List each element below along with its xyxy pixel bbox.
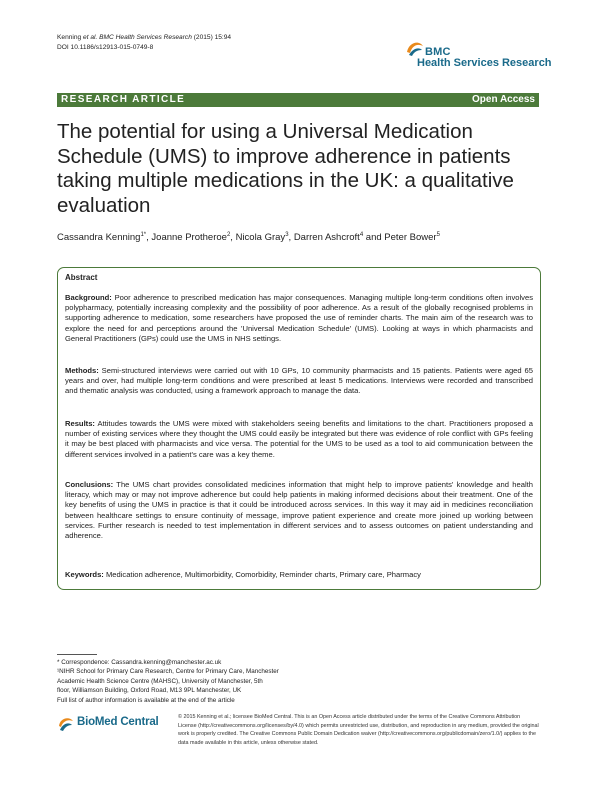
doi[interactable]: DOI 10.1186/s12913-015-0749-8: [57, 43, 154, 51]
abstract-box: [57, 267, 541, 590]
author[interactable]: Cassandra Kenning$^{1*}$: [57, 232, 147, 244]
journal-logo[interactable]: [405, 38, 552, 78]
author[interactable]: Nicola Gray$^3$: [235, 232, 289, 244]
bmc-swirl-icon: [405, 38, 425, 58]
logo-line1: BMC: [425, 46, 451, 58]
article-type-banner: [57, 93, 539, 107]
article-title: The potential for using a Universal Medication Schedule (UMS) to improve adherence in patients taking multiple medications in the UK: a qualitative evaluation: [57, 120, 514, 217]
article-type: RESEARCH ARTICLE: [61, 94, 186, 105]
abstract-background: Background: Poor adherence to prescribed medication has major consequences. Managing multiple long-term conditions often involves polypharmacy, potentially increasing complexity and the possibility of poor adherence. As a result of the globally recognised problems in supporting adherence to medication, some researchers have proposed the use of reminder charts. The main aim of the research was to explore the need for and perceptions around the 'Universal Medication Schedule' (UMS). Looking at ways in which pharmacists and General Practitioners (GPs) could use the UMS in NHS settings.: [65, 293, 533, 343]
citation-header: Kenning et al. BMC Health Services Research (2015) 15:94 DOI 10.1186/s12913-015-0749-8: [57, 34, 232, 51]
footnotes: * Correspondence: Cassandra.kenning@manchester.ac.uk ¹NIHR School for Primary Care Research, Centre for Primary Care, Manchester Academic Health Science Centre (MAHSC), University of Manchester, 5th floor, Williamson Building, Oxford Road, M13 9PL Manchester, UK Full list of author information is available at the end of the article: [57, 658, 297, 705]
logo-line2: Health Services Research: [417, 57, 552, 69]
license-text: © 2015 Kenning et al.; licensee BioMed Central. This is an Open Access article distributed under the terms of the Creative Commons Attribution License (http://creativecommons.org/licenses/by/4.0) which permits unrestricted use, distribution, and reproduction in any medium, provided the original work is properly credited. The Creative Commons Public Domain Dedication waiver (http://creativecommons.org/publicdomain/zero/1.0/) applies to the data made available in this article, unless otherwise stated.: [178, 714, 539, 747]
abstract-results: Results: Attitudes towards the UMS were mixed with stakeholders seeing benefits and limitations to the chart. Practitioners proposed a number of existing services where they thought the UMS could easily be integrated but there was evidence of role conflict with GPs feeling it may be best placed with pharmacists and vice versa. The potential for the UMS to be used as a tool to aid communication between the different services involved in a patient's care was a key theme.: [65, 419, 533, 459]
biomed-swirl-icon: [57, 714, 75, 732]
abstract-keywords: Keywords: Medication adherence, Multimorbidity, Comorbidity, Reminder charts, Primary care, Pharmacy: [65, 570, 421, 579]
abstract-conclusions: Conclusions: The UMS chart provides consolidated medicines information that might help to improve patients' knowledge and health literacy, which may or may not improve adherence but could help patients in making informed decisions about their treatment. One of the key benefits of using the UMS in practice is that it could be introduced across services. In this way it may aid in medicines reconciliation between healthcare settings to ensure continuity of message, improve patient experience and create more joined up working between services. Further research is needed to test implementation in different services and to assess outcomes on patient understanding and adherence.: [65, 480, 533, 541]
author[interactable]: Peter Bower$^5$: [384, 232, 440, 244]
author[interactable]: Darren Ashcroft$^4$: [293, 232, 364, 244]
biomed-central-logo[interactable]: BioMed Central: [57, 714, 177, 732]
author-list: Cassandra Kenning$^{1*}$, Joanne Protheroe$^2$, Nicola Gray$^3$, Darren Ashcroft$^4$ and Peter Bower$^5$: [57, 232, 440, 244]
author[interactable]: Joanne Protheroe$^2$: [151, 232, 231, 244]
correspondence[interactable]: * Correspondence: Cassandra.kenning@manchester.ac.uk: [57, 659, 222, 666]
footnote-divider: [57, 654, 97, 655]
abstract-heading: Abstract: [65, 273, 98, 282]
open-access-label: Open Access: [472, 94, 535, 105]
abstract-methods: Methods: Semi-structured interviews were carried out with 10 GPs, 10 community pharmacists and 15 patients. Patients were aged 65 years and over, had multiple long-term conditions and were prescribed at least 5 medications. Interviews were recorded and transcribed and thematic analysis was conducted, using a framework approach to manage the data.: [65, 366, 533, 396]
